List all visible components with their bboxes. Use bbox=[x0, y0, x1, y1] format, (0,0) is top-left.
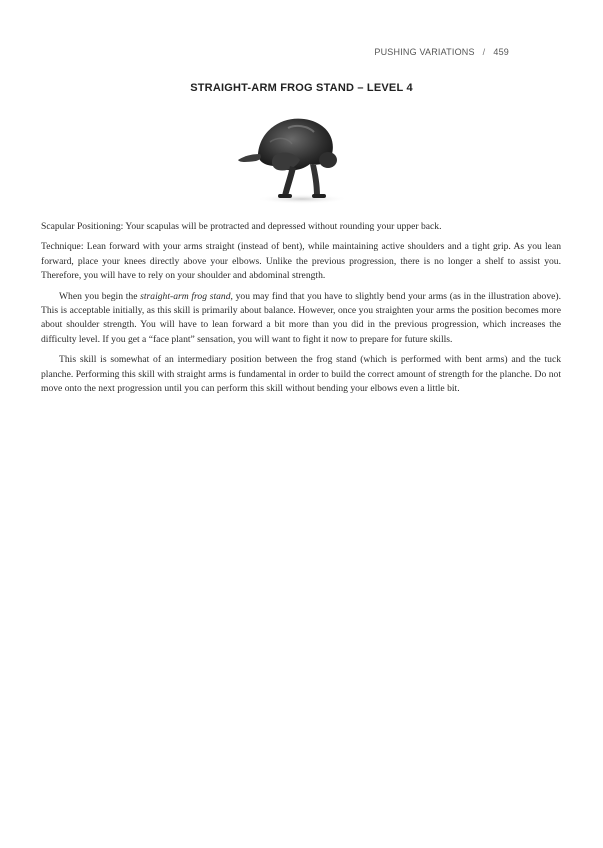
paragraph-technique: Technique: Lean forward with your arms straight (instead of bent), while maintaining active shoulders and a tight grip. As you lean forward, place your knees directly above your elbows. Unlike the previous progression, there is no longer a shelf to assist you. Therefore, you will have to rely on your shoulder and abdominal strength. bbox=[41, 241, 561, 282]
page-title: STRAIGHT-ARM FROG STAND – LEVEL 4 bbox=[190, 82, 413, 94]
page-number: 459 bbox=[493, 47, 509, 57]
frog-stand-figure bbox=[230, 110, 370, 206]
section-name: PUSHING VARIATIONS bbox=[374, 47, 475, 57]
skill-name-emphasis: straight-arm frog stand bbox=[140, 290, 231, 302]
paragraph-scapular: Scapular Positioning: Your scapulas will be protracted and depressed without rounding your upper back. bbox=[41, 221, 442, 232]
frog-stand-illustration-icon bbox=[230, 110, 370, 206]
paragraph-begin-rest: , you may find that you have to slightly bend your arms (as in the illustration above). This is acceptable initially, as this skill is primarily about balance. However, once you straighten your arms the position becomes more about shoulder strength. You will have to lean forward a bit more than you did in the previous progression, which increases the difficulty level. If you get a “face plant” sensation, you will want to fight it now to prepare for future skills. bbox=[41, 290, 561, 345]
header-separator: / bbox=[482, 47, 486, 57]
paragraph-begin bbox=[41, 290, 561, 348]
running-header bbox=[374, 47, 509, 57]
paragraph-intermediary: This skill is somewhat of an intermediary position between the frog stand (which is performed with bent arms) and the tuck planche. Performing this skill with straight arms is fundamental in order to build the correct amount of strength for the planche. Do not move onto the next progression until you can perform this skill without bending your elbows even a little bit. bbox=[41, 354, 561, 395]
paragraph-begin-lead: When you begin the bbox=[59, 290, 141, 302]
body-text bbox=[41, 220, 561, 402]
